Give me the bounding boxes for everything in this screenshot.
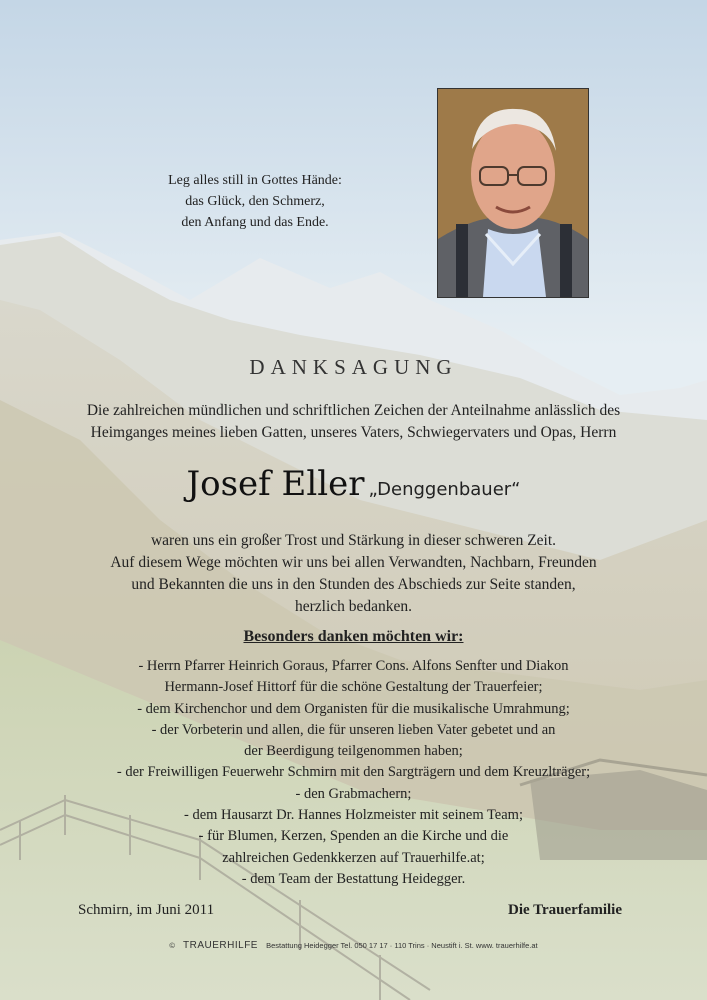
list-item: - dem Team der Bestattung Heidegger. [241, 870, 466, 887]
special-thanks-list [40, 656, 667, 890]
thanks-line: waren uns ein großer Trost und Stärkung in dieser schweren Zeit. [150, 532, 557, 549]
intro-line: Heimganges meines lieben Gatten, unseres Vaters, Schwiegervaters und Opas, Herrn [90, 424, 617, 441]
list-item: - Herrn Pfarrer Heinrich Goraus, Pfarrer Cons. Alfons Senfter und Diakon [138, 658, 569, 674]
family-signature: Die Trauerfamilie [508, 902, 622, 918]
portrait-photo [437, 88, 589, 298]
list-item: - für Blumen, Kerzen, Spenden an die Kirche und die [198, 828, 509, 845]
poem-line: den Anfang und das Ende. [181, 215, 329, 230]
special-thanks-heading: Besonders danken möchten wir: [243, 628, 464, 645]
list-item: der Beerdigung teilgenommen haben; [244, 743, 463, 760]
list-item: zahlreichen Gedenkkerzen auf Trauerhilfe.at; [222, 849, 485, 866]
trauerhilfe-logo: TRAUERHILFE [183, 940, 258, 951]
intro-text [60, 400, 647, 444]
footer [0, 940, 707, 951]
poem-line: Leg alles still in Gottes Hände: [168, 173, 342, 188]
poem [130, 170, 380, 233]
list-item: - der Vorbeterin und allen, die für unseren lieben Vater gebetet und an [151, 721, 556, 738]
footer-info: Bestattung Heidegger Tel. 050 17 17 · 110 Trins · Neustift i. St. www. trauerhilfe.at [266, 941, 538, 950]
poem-line: das Glück, den Schmerz, [185, 194, 325, 209]
list-item: - der Freiwilligen Feuerwehr Schmirn mit den Sargträgern und dem Kreuzlträger; [116, 764, 591, 781]
copyright-mark: © [169, 941, 175, 950]
list-item: - den Grabmachern; [295, 785, 412, 802]
thanks-line: herzlich bedanken. [294, 598, 413, 615]
place-date: Schmirn, im Juni 2011 [78, 902, 215, 918]
deceased-name: Josef Eller [186, 464, 365, 504]
thanks-line: Auf diesem Wege möchten wir uns bei allen Verwandten, Nachbarn, Freunden [110, 554, 597, 571]
list-item: - dem Kirchenchor und dem Organisten für die musikalische Umrahmung; [137, 700, 570, 717]
list-item: - dem Hausarzt Dr. Hannes Holzmeister mit seinem Team; [184, 807, 523, 824]
list-item: Hermann-Josef Hittorf für die schöne Gestaltung der Trauerfeier; [164, 679, 543, 696]
thanks-line: und Bekannten die uns in den Stunden des Abschieds zur Seite standen, [131, 576, 576, 593]
deceased-nickname: „Denggenbauer“ [368, 479, 521, 500]
thanks-text [60, 530, 647, 618]
deceased-name-block [0, 464, 707, 504]
intro-line: Die zahlreichen mündlichen und schriftlichen Zeichen der Anteilnahme anlässlich des [86, 402, 621, 419]
page-title: DANKSAGUNG [249, 355, 458, 379]
